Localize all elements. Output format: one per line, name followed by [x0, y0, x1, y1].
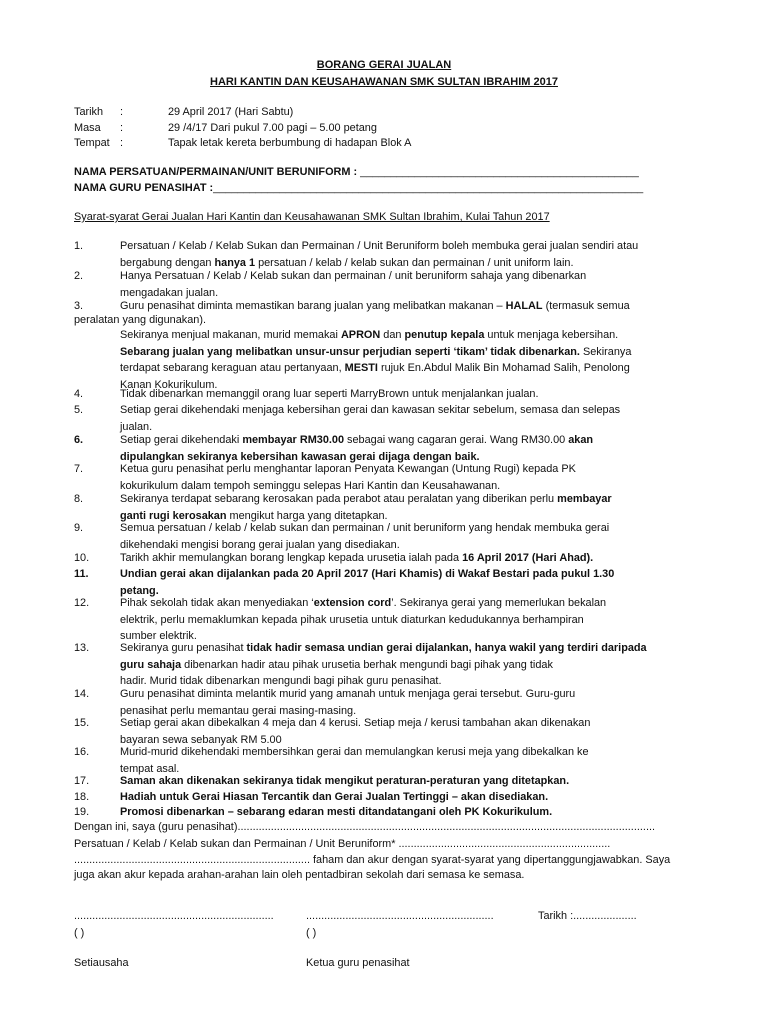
condition-3-apron — [120, 327, 660, 393]
info-colon: : — [120, 122, 124, 134]
condition-text: terdapat sebarang keraguan atau pertanyaan, MESTI rujuk En.Abdul Malik Bin Mohamad Salih, Penolong — [120, 362, 630, 375]
condition-text: bergabung dengan hanya 1 persatuan / kelab / kelab sukan dan permainan / unit uniform lain. — [120, 256, 574, 269]
condition-text: penasihat perlu memantau gerai masing-masing. — [120, 704, 357, 717]
condition-3-cont: peralatan yang digunakan). — [74, 314, 206, 326]
condition-7 — [120, 461, 660, 494]
condition-2 — [120, 268, 660, 301]
condition-text: kokurikulum dalam tempoh seminggu selepas Hari Kantin dan Keusahawanan. — [120, 479, 501, 492]
condition-number: 1. — [74, 240, 84, 252]
condition-number: 11. — [74, 568, 89, 580]
name-paren-ketua[interactable]: ( ) — [306, 927, 317, 939]
condition-text: Sekiranya terdapat sebarang kerosakan pada perabot atau peralatan yang diberikan perlu membayar — [120, 493, 612, 505]
role-setiausaha: Setiausaha — [74, 957, 129, 969]
info-value-masa: 29 /4/17 Dari pukul 7.00 pagi – 5.00 petang — [168, 122, 377, 134]
condition-text: Sekiranya menjual makanan, murid memakai APRON dan penutup kepala untuk menjaga kebersihan. — [120, 329, 619, 341]
info-colon: : — [120, 137, 124, 149]
declaration-line-1[interactable]: Dengan ini, saya (guru penasihat).......................................................................................................................................... — [74, 821, 656, 833]
condition-text: bayaran sewa sebanyak RM 5.00 — [120, 733, 282, 746]
guru-name-field[interactable] — [74, 180, 643, 197]
condition-number: 10. — [74, 552, 90, 564]
condition-text: dikehendaki mengisi borang gerai jualan yang disediakan. — [120, 538, 400, 551]
condition-number: 15. — [74, 717, 90, 729]
form-title: BORANG GERAI JUALAN — [316, 59, 452, 71]
condition-13 — [120, 640, 660, 690]
condition-text: Semua persatuan / kelab / kelab sukan dan permainan / unit beruniform yang hendak membuka gerai — [120, 522, 610, 534]
condition-text: ganti rugi kerosakan mengikut harga yang ditetapkan. — [120, 509, 388, 522]
condition-text: elektrik, perlu memaklumkan kepada pihak urusetia untuk diaturkan kedudukannya berhampiran — [120, 613, 584, 626]
condition-text: Persatuan / Kelab / Kelab Sukan dan Permainan / Unit Beruniform boleh membuka gerai jualan sendiri atau — [120, 240, 639, 252]
condition-text: Sekiranya guru penasihat tidak hadir semasa undian gerai dijalankan, hanya wakil yang terdiri daripada — [120, 642, 647, 654]
condition-number: 9. — [74, 522, 84, 534]
condition-number: 3. — [74, 300, 84, 312]
declaration-line-2[interactable]: Persatuan / Kelab / Kelab sukan dan Permainan / Unit Beruniform* ...................................................................... — [74, 838, 611, 850]
condition-text: Hanya Persatuan / Kelab / Kelab sukan dan permainan / unit beruniform sahaja yang dibenarkan — [120, 270, 587, 282]
guru-name-blank[interactable]: _______________________________________________________________________ — [213, 182, 644, 194]
condition-number: 8. — [74, 493, 84, 505]
condition-text: Murid-murid dikehendaki membersihkan gerai dan memulangkan kerusi meja yang dibekalkan ke — [120, 746, 589, 758]
condition-number: 18. — [74, 791, 90, 803]
condition-text: Setiap gerai akan dibekalkan 4 meja dan 4 kerusi. Setiap meja / kerusi tambahan akan dikenakan — [120, 717, 591, 729]
condition-5 — [120, 402, 660, 435]
condition-number: 13. — [74, 642, 90, 654]
condition-number: 17. — [74, 775, 90, 787]
condition-text: Ketua guru penasihat perlu menghantar laporan Penyata Kewangan (Untung Rugi) kepada PK — [120, 463, 576, 475]
condition-text: guru sahaja dibenarkan hadir atau pihak urusetia berhak mengundi bagi pihak yang tidak — [120, 658, 553, 671]
condition-text: Undian gerai akan dijalankan pada 20 April 2017 (Hari Khamis) di Wakaf Bestari pada pukul 1.30 — [120, 568, 615, 580]
condition-number: 5. — [74, 404, 84, 416]
info-label-tarikh: Tarikh — [74, 106, 104, 118]
condition-number: 4. — [74, 388, 84, 400]
condition-text: dipulangkan sekiranya kebersihan kawasan gerai dijaga dengan baik. — [120, 450, 480, 463]
condition-19: Promosi dibenarkan – sebarang edaran mesti ditandatangani oleh PK Kokurikulum. — [120, 806, 553, 818]
conditions-title: Syarat-syarat Gerai Jualan Hari Kantin dan Keusahawanan SMK Sultan Ibrahim, Kulai Tahun 2017 — [74, 211, 550, 223]
condition-9 — [120, 520, 660, 553]
signature-line-ketua[interactable]: .............................................................. — [306, 910, 494, 922]
role-ketua-guru: Ketua guru penasihat — [306, 957, 410, 969]
condition-text: hadir. Murid tidak dibenarkan mengundi bagi pihak guru penasihat. — [120, 675, 442, 688]
info-value-tarikh: 29 April 2017 (Hari Sabtu) — [168, 106, 294, 118]
info-colon: : — [120, 106, 124, 118]
persatuan-name-field[interactable] — [74, 164, 639, 181]
condition-text: sumber elektrik. — [120, 630, 197, 643]
condition-text: Setiap gerai dikehendaki membayar RM30.00 sebagai wang cagaran gerai. Wang RM30.00 akan — [120, 434, 594, 446]
condition-text: Kanan Kokurikulum. — [120, 378, 218, 391]
form-subtitle: HARI KANTIN DAN KEUSAHAWANAN SMK SULTAN IBRAHIM 2017 — [210, 76, 558, 88]
info-value-tempat: Tapak letak kereta berbumbung di hadapan Blok A — [168, 137, 412, 149]
info-label-tempat: Tempat — [74, 137, 110, 149]
condition-text: Tarikh akhir memulangkan borang lengkap kepada urusetia ialah pada 16 April 2017 (Hari Ahad). — [120, 552, 594, 564]
condition-4: Tidak dibenarkan memanggil orang luar seperti MarryBrown untuk menjalankan jualan. — [120, 388, 539, 400]
condition-12 — [120, 595, 660, 645]
condition-text: Pihak sekolah tidak akan menyediakan ‘extension cord’. Sekiranya gerai yang memerlukan bekalan — [120, 597, 607, 609]
condition-text: Sebarang jualan yang melibatkan unsur-unsur perjudian seperti ‘tikam’ tidak dibenarkan. Sekiranya — [120, 345, 632, 358]
condition-10 — [120, 550, 660, 567]
name-paren-setiausaha[interactable]: ( ) — [74, 927, 85, 939]
condition-text: mengadakan jualan. — [120, 286, 219, 299]
condition-text: Setiap gerai dikehendaki menjaga kebersihan gerai dan kawasan sekitar sebelum, semasa dan selepas — [120, 404, 621, 416]
condition-number: 7. — [74, 463, 84, 475]
condition-text: tempat asal. — [120, 762, 180, 775]
condition-18: Hadiah untuk Gerai Hiasan Tercantik dan Gerai Jualan Tertinggi – akan disediakan. — [120, 791, 549, 803]
condition-text: jualan. — [120, 420, 153, 433]
condition-number: 12. — [74, 597, 90, 609]
persatuan-name-blank[interactable]: ______________________________________________ — [360, 166, 639, 178]
condition-number: 2. — [74, 270, 84, 282]
condition-1 — [120, 238, 660, 271]
condition-text: petang. — [120, 584, 159, 597]
declaration-line-3[interactable]: .............................................................................. faham dan akur dengan syarat-syarat yang dipertanggungjawabkan. Saya — [74, 854, 671, 866]
tarikh-field[interactable]: Tarikh :..................... — [538, 910, 637, 922]
persatuan-name-label: NAMA PERSATUAN/PERMAINAN/UNIT BERUNIFORM : — [74, 166, 361, 178]
info-label-masa: Masa — [74, 122, 101, 134]
condition-number: 16. — [74, 746, 90, 758]
condition-text: Guru penasihat diminta memastikan barang jualan yang melibatkan makanan – HALAL (termasuk semua — [120, 300, 630, 312]
condition-number: 19. — [74, 806, 90, 818]
condition-text: Guru penasihat diminta melantik murid yang amanah untuk menjaga gerai tersebut. Guru-guru — [120, 688, 576, 700]
condition-number: 14. — [74, 688, 90, 700]
guru-name-label: NAMA GURU PENASIHAT : — [74, 182, 214, 194]
declaration-line-4: juga akan akur kepada arahan-arahan lain oleh pentadbiran sekolah dari semasa ke semasa. — [74, 869, 525, 881]
signature-line-setiausaha[interactable]: .................................................................. — [74, 910, 274, 922]
condition-number: 6. — [74, 434, 84, 446]
condition-17: Saman akan dikenakan sekiranya tidak mengikut peraturan-peraturan yang ditetapkan. — [120, 775, 570, 787]
